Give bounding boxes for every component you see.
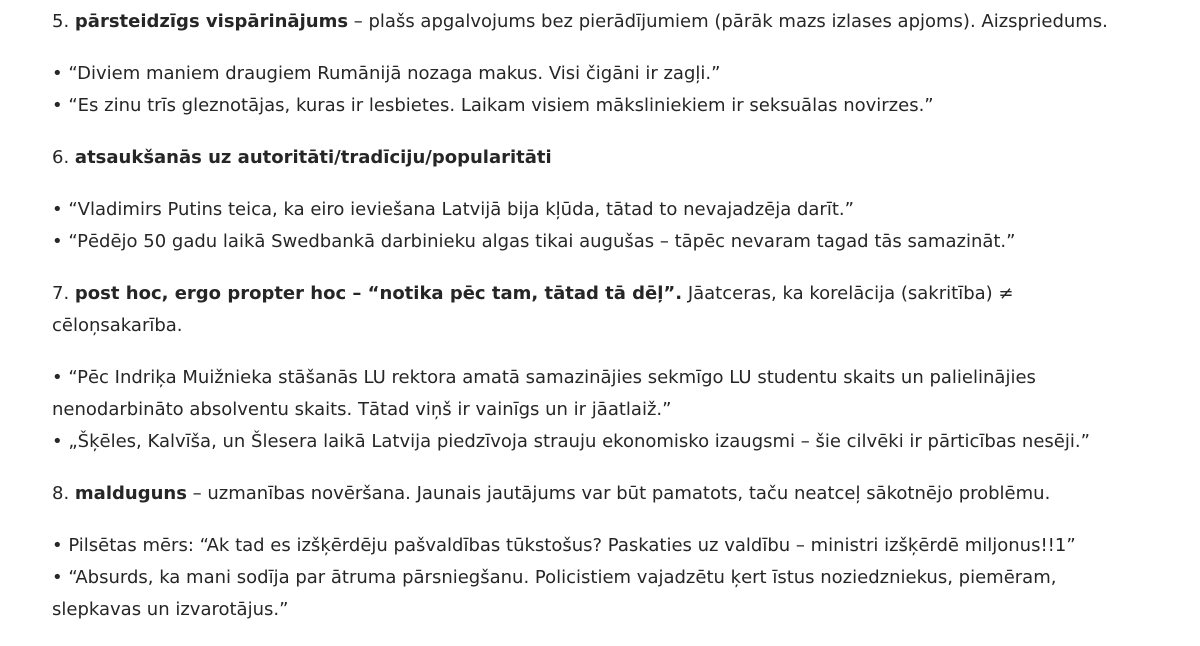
section-heading: atsaukšanās uz autoritāti/tradīciju/popularitāti [74, 147, 552, 168]
example-bullet: • Pilsētas mērs: “Ak tad es izšķērdēju pašvaldības tūkstošus? Paskaties uz valdību – ministri izšķērdē miljonus!!1” [52, 535, 1076, 556]
section-description: Jāatceras, ka korelācija (sakritība) ≠ cēloņsakarība. [52, 283, 1014, 336]
section-6-heading-line [52, 142, 1142, 174]
section-8-examples [52, 530, 1142, 626]
section-8-heading-line [52, 478, 1142, 510]
example-bullet: • „Šķēles, Kalvīša, un Šlesera laikā Latvija piedzīvoja strauju ekonomisko izaugsmi – šie cilvēki ir pārticības nesēji.” [52, 431, 1090, 452]
section-heading: malduguns [74, 483, 187, 504]
section-number: 6. [52, 147, 70, 168]
section-heading: pārsteidzīgs vispārinājums [74, 11, 349, 32]
example-bullet: • “Es zinu trīs gleznotājas, kuras ir lesbietes. Laikam visiem māksliniekiem ir seksuālas novirzes.” [52, 95, 934, 116]
example-bullet: • “Pēc Indriķa Muižnieka stāšanās LU rektora amatā samazinājies sekmīgo LU studentu skaits un palielinājies nenodarbināto absolventu skaits. Tātad viņš ir vainīgs un ir jāatlaiž.” [52, 367, 1036, 420]
section-number: 7. [52, 283, 70, 304]
section-number: 5. [52, 11, 70, 32]
section-7-heading-line [52, 278, 1142, 342]
section-heading: post hoc, ergo propter hoc – “notika pēc tam, tātad tā dēļ”. [74, 283, 683, 304]
section-6-examples [52, 194, 1142, 258]
section-5-heading-line [52, 6, 1142, 38]
example-bullet: • “Diviem maniem draugiem Rumānijā nozaga makus. Visi čigāni ir zagļi.” [52, 63, 721, 84]
section-7-examples [52, 362, 1142, 458]
example-bullet: • “Vladimirs Putins teica, ka eiro ieviešana Latvijā bija kļūda, tātad to nevajadzēja darīt.” [52, 199, 854, 220]
document-body [52, 6, 1142, 646]
section-number: 8. [52, 483, 70, 504]
example-bullet: • “Absurds, ka mani sodīja par ātruma pārsniegšanu. Policistiem vajadzētu ķert īstus noziedzniekus, piemēram, slepkavas un izvarotājus.” [52, 567, 1057, 620]
section-5-examples [52, 58, 1142, 122]
section-description: – uzmanības novēršana. Jaunais jautājums var būt pamatots, taču neatceļ sākotnējo problēmu. [186, 483, 1051, 504]
example-bullet: • “Pēdējo 50 gadu laikā Swedbankā darbinieku algas tikai augušas – tāpēc nevaram tagad tās samazināt.” [52, 231, 1016, 252]
section-description: – plašs apgalvojums bez pierādījumiem (pārāk mazs izlases apjoms). Aizspriedums. [348, 11, 1108, 32]
